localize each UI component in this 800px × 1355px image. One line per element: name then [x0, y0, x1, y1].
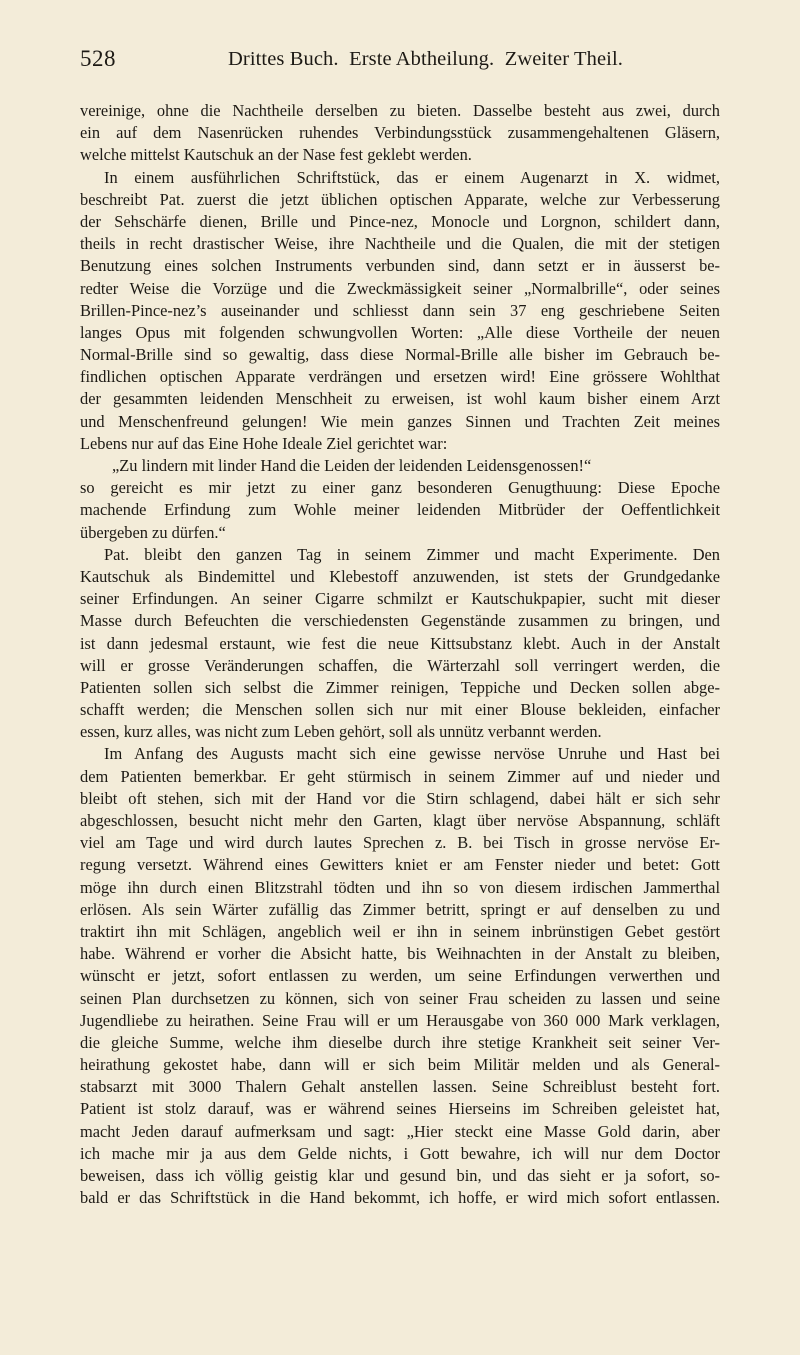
- text-line: abgeschlossen, besucht nicht mehr den Garten, klagt über nervöse Abspannung, schläft: [80, 811, 720, 830]
- text-line: Patienten sollen sich selbst die Zimmer reinigen, Teppiche und Decken sollen abge-: [80, 677, 720, 697]
- text-line: ist dann jedesmal erstaunt, wie fest die neue Kittsubstanz klebt. Auch in der Anstalt: [80, 633, 720, 653]
- text-line: Masse durch Befeuchten die verschiedensten Gegenstände zusammen zu bringen, und: [80, 611, 720, 631]
- text-line: machende Erfindung zum Wohle meiner leidenden Mitbrüder der Oeffentlichkeit: [80, 500, 720, 520]
- text-line: langes Opus mit folgenden schwungvollen Worten: „Alle diese Vortheile der neuen: [80, 322, 720, 342]
- text-line: der Sehschärfe dienen, Brille und Pince-nez, Monocle und Lorgnon, schildert dann,: [80, 211, 720, 231]
- text-line: regung versetzt. Während eines Gewitters kniet er am Fenster nieder und betet: Gott: [80, 855, 720, 875]
- text-line: will er grosse Veränderungen schaffen, die Wärterzahl soll verringert werden, die: [80, 655, 720, 675]
- text-line: welche mittelst Kautschuk an der Nase fest geklebt werden.: [80, 145, 472, 165]
- text-line: beschreibt Pat. zuerst die jetzt üblichen optischen Apparate, welche zur Verbesserung: [80, 189, 720, 209]
- text-line: In einem ausführlichen Schriftstück, das er einem Augenarzt in X. widmet,: [104, 167, 720, 187]
- text-line: Lebens nur auf das Eine Hohe Ideale Ziel gerichtet war:: [80, 433, 448, 453]
- text-line: findlichen optischen Apparate verdrängen und ersetzen wird! Eine grössere Wohlthat: [80, 367, 720, 387]
- text-line: heirathung gekostet habe, dann will er sich beim Militär melden und als General-: [80, 1055, 720, 1075]
- body-text: [80, 100, 720, 1209]
- text-line: bald er das Schriftstück in die Hand bekommt, ich hoffe, er wird mich sofort entlassen.: [80, 1188, 720, 1208]
- text-line: ein auf dem Nasenrücken ruhendes Verbindungsstück zusammengehaltenen Gläsern,: [80, 123, 720, 143]
- text-line: schafft werden; die Menschen sollen sich nur mit einer Blouse bekleiden, einfacher: [80, 700, 720, 720]
- quote-line: „Zu lindern mit linder Hand die Leiden der leidenden Leidensgenossen!“: [112, 456, 592, 475]
- text-line: vereinige, ohne die Nachtheile derselben zu bieten. Dasselbe besteht aus zwei, durch: [80, 101, 720, 120]
- text-line: Pat. bleibt den ganzen Tag in seinem Zimmer und macht Experimente. Den: [104, 544, 720, 564]
- text-line: stabsarzt mit 3000 Thalern Gehalt anstellen lassen. Seine Schreiblust besteht fort.: [80, 1077, 720, 1097]
- text-line: seiner Erfindungen. An seiner Cigarre schmilzt er Kautschukpapier, sucht mit dieser: [80, 589, 720, 609]
- text-line: Normal-Brille sind so gewaltig, dass diese Normal-Brille alle bisher im Gebrauch be-: [80, 345, 720, 365]
- text-line: bleibt oft stehen, sich mit der Hand vor die Stirn schlagend, dabei hält er sich sehr: [80, 788, 720, 808]
- text-line: der gesammten leidenden Menschheit zu erweisen, ist wohl kaum bisher einem Arzt: [80, 389, 720, 409]
- text-line: Kautschuk als Bindemittel und Klebestoff anzuwenden, ist stets der Grundgedanke: [80, 566, 720, 586]
- text-line: und Menschenfreund gelungen! Wie mein ganzes Sinnen und Trachten Zeit meines: [80, 411, 720, 431]
- text-line: dem Patienten bemerkbar. Er geht stürmisch in seinem Zimmer auf und nieder und: [80, 766, 720, 786]
- text-line: essen, kurz alles, was nicht zum Leben gehört, soll als unnütz verbannt werden.: [80, 722, 602, 742]
- text-line: wünscht er jetzt, sofort entlassen zu werden, um seine Erfindungen verwerthen und: [80, 966, 720, 986]
- text-line: macht Jeden darauf aufmerksam und sagt: „Hier steckt eine Masse Gold darin, aber: [80, 1121, 720, 1141]
- text-line: übergeben zu dürfen.“: [80, 522, 226, 542]
- text-line: redter Weise die Vorzüge und die Zweckmässigkeit seiner „Normalbrille“, oder seines: [80, 278, 720, 298]
- text-line: Benutzung eines solchen Instruments verbunden sind, dann setzt er in äusserst be-: [80, 256, 720, 276]
- text-line: beweisen, dass ich völlig geistig klar und gesund bin, und das sieht er ja sofort, so-: [80, 1166, 720, 1185]
- text-line: habe. Während er vorher die Absicht hatte, bis Weihnachten in der Anstalt zu bleiben,: [80, 944, 720, 964]
- text-line: Im Anfang des Augusts macht sich eine gewisse nervöse Unruhe und Hast bei: [104, 744, 720, 764]
- text-line: traktirt ihn mit Schlägen, angeblich weil er ihn in seinem inbrünstigen Gebet gestört: [80, 921, 720, 941]
- running-title: Drittes Buch. Erste Abtheilung. Zweiter Theil.: [228, 48, 623, 70]
- text-line: Jugendliebe zu heirathen. Seine Frau will er um Herausgabe von 360 000 Mark verklagen,: [80, 1010, 720, 1030]
- text-line: so gereicht es mir jetzt zu einer ganz besonderen Genugthuung: Diese Epoche: [80, 478, 720, 498]
- text-line: erlösen. Als sein Wärter zufällig das Zimmer betritt, springt er auf denselben zu und: [80, 899, 720, 919]
- page-number: 528: [80, 46, 116, 71]
- text-line: Brillen-Pince-nez’s auseinander und schliesst dann sein 37 eng geschriebene Seiten: [80, 300, 720, 320]
- text-line: seinen Plan durchsetzen zu können, sich von seiner Frau scheiden zu lassen und seine: [80, 988, 720, 1008]
- text-line: möge ihn durch einen Blitzstrahl tödten und ihn so von diesem irdischen Jammerthal: [80, 877, 720, 897]
- text-line: theils in recht drastischer Weise, ihre Nachtheile und die Qualen, die mit der stetigen: [80, 234, 720, 254]
- text-line: die gleiche Summe, welche ihm dieselbe durch ihre stetige Krankheit seit seiner Ver-: [80, 1032, 720, 1052]
- running-head: [80, 44, 720, 74]
- text-line: viel am Tage und wird durch lautes Sprechen z. B. bei Tisch in grosse nervöse Er-: [80, 833, 720, 853]
- text-line: Patient ist stolz darauf, was er während seines Hierseins im Schreiben geleistet hat,: [80, 1099, 720, 1119]
- text-line: ich mache mir ja aus dem Gelde nichts, i Gott bewahre, ich will nur dem Doctor: [80, 1143, 720, 1163]
